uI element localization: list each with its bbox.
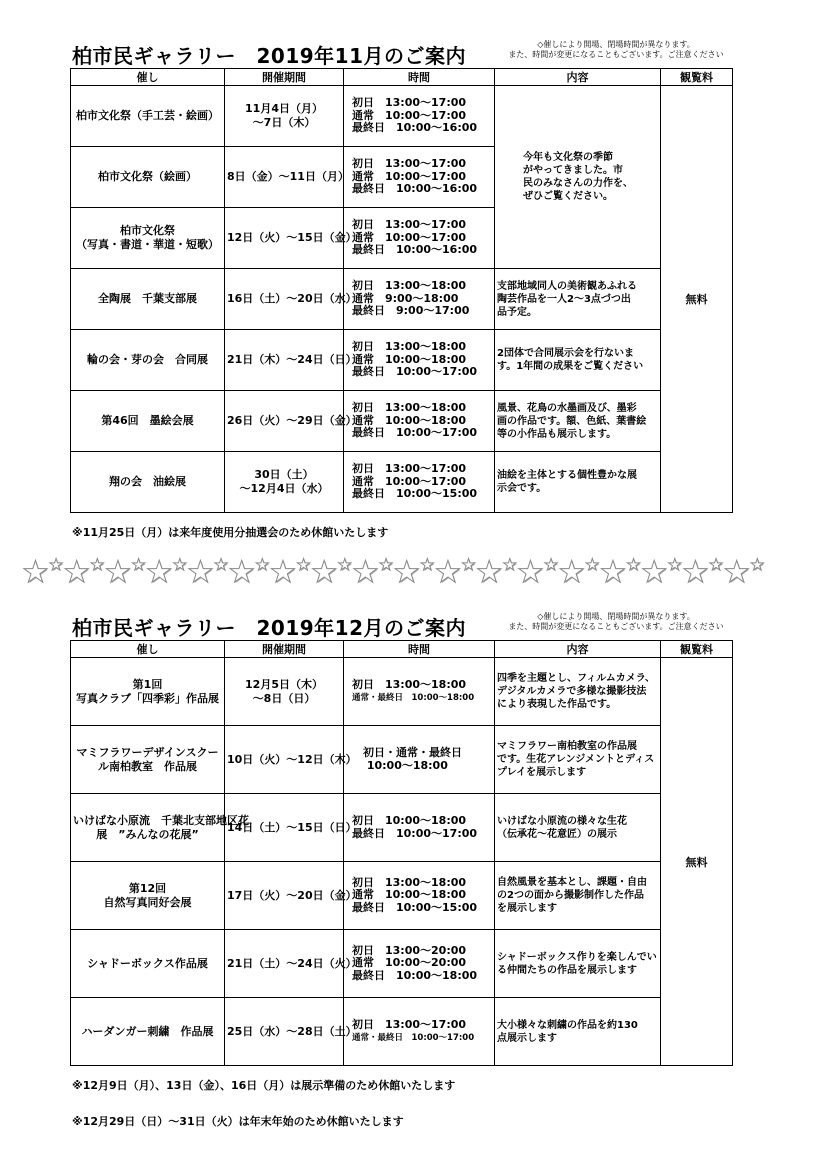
col-header-content: 内容 [495,641,661,658]
time-line: 初日 10:00～18:00 [352,814,467,827]
time-line: 初日 13:00～20:00 [352,943,467,957]
cell-line: 支部地域同人の美術観あふれる [497,280,637,292]
table-row [71,658,733,726]
star-icon: ★ [434,555,462,590]
time-cell [344,998,495,1066]
cell-line: 26日（火）～29日（金） [227,414,357,427]
event-cell [71,658,225,726]
time-line: 最終日 10:00～17:00 [352,826,478,840]
star-icon: ★ [48,555,64,574]
star-icon: ★ [337,555,352,574]
time-line: 初日 13:00～18:00 [352,401,467,415]
cell-line: 陶芸作品を一人2～3点づつ出 [497,293,631,305]
period-cell [225,391,357,452]
event-cell [71,998,225,1066]
star-icon: ★ [502,555,517,574]
cell-line: す。1年間の成果をご覧ください [497,361,644,372]
col-header-time: 時間 [344,69,495,86]
cell-line: 第1回 [132,677,163,691]
table-row [71,862,733,930]
december-footnote-2: ※12月29日（日）～31日（火）は年末年始のため休館いたします [72,1115,404,1128]
cell-line: がやってきました。市 [523,165,623,176]
time-cell [344,147,495,208]
col-header-time: 時間 [344,641,495,658]
period-cell [225,998,357,1066]
cell-line: 翔の会 油絵展 [109,475,186,488]
table-row [71,930,733,998]
cell-line: デジタルカメラで多様な撮影技法 [497,686,647,697]
note-line-2: また、時間が変更になることもございます。ご注意ください [508,622,724,631]
table-row [71,391,733,452]
col-header-period: 開催期間 [225,69,344,86]
event-cell [71,330,225,391]
november-footnote: ※11月25日（月）は来年度使用分抽選会のため休館いたします [72,526,389,539]
star-icon: ★ [296,555,311,574]
star-icon: ★ [723,555,751,590]
cell-line: ～12月4日（水） [239,482,329,495]
star-icon: ★ [461,555,476,574]
time-line: 最終日 10:00～16:00 [352,182,478,196]
cell-line: 14日（土）～15日（日） [227,820,357,834]
fee-cell: 無料 [661,86,733,513]
time-line: 初日 13:00～17:00 [352,157,467,171]
cell-line: ハーダンガー刺繍 作品展 [81,1024,214,1038]
period-cell [225,86,344,147]
cell-line: 今年も文化祭の季節 [523,152,613,163]
col-header-fee: 観覧料 [661,69,733,86]
star-icon: ★ [517,555,544,590]
time-line: 初日・通常・最終日 [352,746,462,759]
time-line: 最終日 10:00～16:00 [352,121,478,135]
star-icon: ★ [352,555,379,590]
time-cell [344,794,495,862]
cell-line: 点展示します [497,1032,557,1044]
time-line: 初日 13:00～18:00 [352,875,467,889]
cell-line: 品予定。 [497,306,537,318]
cell-line: ル南柏教室 作品展 [98,759,197,773]
star-icon: ★ [131,555,146,574]
cell-line: 12日（火）～15日（金） [227,231,357,244]
cell-line: いけばな小原流の様々な生花 [497,815,627,827]
cell-line: 風景、花鳥の水墨画及び、墨彩 [497,402,637,414]
star-icon: ★ [378,555,394,574]
cell-line: の2つの面から撮影制作した作品 [497,890,644,901]
content-cell [495,658,661,726]
star-icon: ★ [393,555,421,590]
time-line: 初日 13:00～17:00 [352,96,467,110]
cell-line: 柏市文化祭（手工芸・絵画） [76,109,219,122]
time-line: 通常 10:00～18:00 [352,352,467,366]
time-line: 通常 10:00～17:00 [352,169,467,183]
time-line: 初日 13:00～17:00 [352,1018,467,1031]
time-line: 最終日 10:00～15:00 [352,900,478,914]
time-line: 最終日 10:00～17:00 [352,426,478,440]
cell-line: 第46回 墨絵会展 [101,414,194,427]
time-line: 通常 10:00～18:00 [352,413,467,427]
cell-line: 民のみなさんの力作を、 [523,178,633,189]
cell-line: 2団体で合同展示会を行ないま [497,348,634,359]
time-line: 通常 10:00～17:00 [352,230,467,244]
merged-content-cell [495,86,661,269]
time-line: 初日 13:00～18:00 [352,340,467,354]
cell-line: 等の小作品も展示します。 [497,428,617,440]
cell-line: ～7日（木） [252,116,316,129]
cell-line: 油絵を主体とする個性豊かな展 [497,470,637,481]
content-cell [495,794,661,862]
cell-line: シャドーボックス作品展 [87,956,208,970]
star-icon: ★ [172,555,187,574]
period-cell [225,726,357,794]
cell-line: 30日（土） [254,468,314,481]
period-cell [225,208,357,269]
col-header-event: 催し [71,69,225,86]
cell-line: 第12回 [128,881,167,895]
time-line: 最終日 10:00～15:00 [352,487,478,501]
december-footnote-1: ※12月9日（月）、13日（金）、16日（月）は展示準備のため休館いたします [72,1079,456,1092]
cell-line: 柏市文化祭 [120,224,175,237]
cell-line: です。生花アレンジメントとディス [497,754,655,765]
cell-line: を展示します [497,903,557,914]
event-cell [71,391,225,452]
table-row [71,998,733,1066]
time-line: 10:00～18:00 [352,758,448,772]
star-icon: ★ [22,555,49,590]
col-header-content: 内容 [495,69,661,86]
time-line: 最終日 10:00～17:00 [352,365,478,379]
content-cell [495,930,661,998]
november-schedule-table [70,68,733,513]
period-cell [225,452,344,513]
cell-line: る仲間たちの作品を展示します [497,964,637,976]
time-line: 通常 10:00～20:00 [352,956,467,970]
col-header-period: 開催期間 [225,641,344,658]
time-cell [344,86,495,147]
december-note [500,612,732,632]
cell-line: 16日（土）～20日（水） [227,292,357,305]
event-cell [71,269,225,330]
december-header [70,612,732,640]
content-cell [495,998,661,1066]
event-cell [71,930,225,998]
time-line: 通常 10:00～17:00 [352,108,467,122]
cell-line: 示会です。 [497,483,547,494]
time-cell [344,658,495,726]
star-icon: ★ [269,555,297,590]
star-icon: ★ [558,555,586,590]
cell-line: マミフラワーデザインスクー [76,745,219,759]
cell-line: 四季を主題とし、フィルムカメラ、 [497,673,655,684]
cell-line: プレイを展示します [497,767,587,778]
december-title: 柏市民ギャラリー 2019年12月のご案内 [72,616,466,640]
cell-line: ～8日（日） [252,691,316,705]
cell-line: 自然風景を基本とし、課題・自由 [497,877,647,888]
november-header [70,40,732,68]
content-cell [495,269,661,330]
time-line: 初日 13:00～18:00 [352,678,467,691]
cell-line: マミフラワー南柏教室の作品展 [497,741,637,752]
star-icon: ★ [104,555,132,590]
time-line: 通常 10:00～17:00 [352,474,467,488]
period-cell [225,330,357,391]
star-icon: ★ [708,555,724,574]
content-cell [495,391,661,452]
cell-line: （写真・書道・華道・短歌） [76,238,219,251]
cell-line: 輪の会・芽の会 合同展 [87,353,208,366]
cell-line: 10日（火）～12日（木） [227,752,357,766]
period-cell [225,658,344,726]
cell-line: 25日（水）～28日（土） [227,1024,357,1038]
time-cell [344,269,495,330]
november-note [500,40,732,60]
time-cell [344,726,495,794]
star-icon: ★ [640,555,668,590]
time-line: 初日 13:00～17:00 [352,462,467,476]
note-line-2: また、時間が変更になることもございます。ご注意ください [508,50,724,59]
cell-line: 8日（金）～11日（月） [227,170,349,183]
table-row [71,86,733,147]
note-line-1: ◇催しにより開場、閉場時間が異なります。 [537,40,695,49]
cell-line: 柏市文化祭（絵画） [98,170,197,183]
time-line: 通常 9:00～18:00 [352,291,459,305]
star-divider [22,555,782,595]
time-cell [344,930,495,998]
period-cell [225,930,357,998]
fee-cell: 無料 [661,658,733,1066]
cell-line: 17日（火）～20日（金） [227,888,357,902]
event-cell [71,452,225,513]
december-section [70,612,732,1066]
star-icon: ★ [420,555,435,574]
cell-line: 画の作品です。額、色紙、葉書絵 [497,415,647,427]
cell-line: ぜひご覧ください。 [523,191,613,202]
period-cell [225,794,357,862]
content-cell [495,452,661,513]
cell-line: 21日（土）～24日（火） [227,956,357,970]
period-cell [225,862,357,930]
time-cell [344,862,495,930]
star-icon: ★ [187,555,214,590]
november-section [70,40,732,513]
time-line: 通常・最終日 10:00～17:00 [352,1032,475,1043]
col-header-fee: 観覧料 [661,641,733,658]
star-icon: ★ [90,555,105,574]
star-icon: ★ [213,555,229,574]
star-icon: ★ [599,555,627,590]
table-row [71,794,733,862]
time-line: 通常 10:00～18:00 [352,888,467,902]
time-line: 通常・最終日 10:00～18:00 [352,692,475,703]
cell-line: 写真クラブ「四季彩」作品展 [76,691,219,705]
event-cell [71,86,225,147]
star-icon: ★ [475,555,503,590]
cell-line: 自然写真同好会展 [103,895,192,909]
time-line: 初日 13:00～17:00 [352,218,467,232]
star-icon: ★ [667,555,682,574]
event-cell [71,726,225,794]
time-cell [344,391,495,452]
content-cell [495,330,661,391]
time-line: 最終日 9:00～17:00 [352,304,470,318]
content-cell [495,862,661,930]
cell-line: 12月5日（木） [245,677,323,691]
table-row [71,269,733,330]
content-cell [495,726,661,794]
star-icon: ★ [310,555,338,590]
star-icon: ★ [145,555,173,590]
cell-line: シャドーボックス作りを楽しんでい [497,951,657,963]
star-icon: ★ [682,555,709,590]
cell-line: 21日（木）～24日（日） [227,353,357,366]
table-row [71,330,733,391]
star-icon: ★ [585,555,600,574]
event-cell [71,208,225,269]
time-line: 最終日 10:00～18:00 [352,968,478,982]
time-cell [344,452,495,513]
cell-line: 全陶展 千葉支部展 [98,292,197,305]
star-icon: ★ [63,555,91,590]
col-header-event: 催し [71,641,225,658]
time-cell [344,330,495,391]
cell-line: （伝承花～花意匠）の展示 [497,828,617,840]
time-line: 最終日 10:00～16:00 [352,243,478,257]
event-cell [71,862,225,930]
note-line-1: ◇催しにより開場、閉場時間が異なります。 [537,612,695,621]
cell-line: いけばな小原流 千葉北支部地区花 [73,813,249,827]
cell-line: 大小様々な刺繍の作品を約130 [497,1019,638,1031]
table-row [71,452,733,513]
period-cell [225,269,357,330]
event-cell [71,794,249,862]
star-icon: ★ [228,555,256,590]
time-cell [344,208,495,269]
table-row [71,726,733,794]
star-icon: ★ [543,555,559,574]
cell-line: 展 ”みんなの花展” [96,827,199,841]
cell-line: により表現した作品です。 [497,699,617,710]
period-cell [225,147,349,208]
cell-line: 11月4日（月） [245,102,323,115]
star-icon: ★ [750,555,765,574]
event-cell [71,147,225,208]
star-icon: ★ [626,555,641,574]
time-line: 初日 13:00～18:00 [352,279,467,293]
november-title: 柏市民ギャラリー 2019年11月のご案内 [72,44,466,68]
star-icon: ★ [255,555,270,574]
december-schedule-table [70,640,733,1066]
